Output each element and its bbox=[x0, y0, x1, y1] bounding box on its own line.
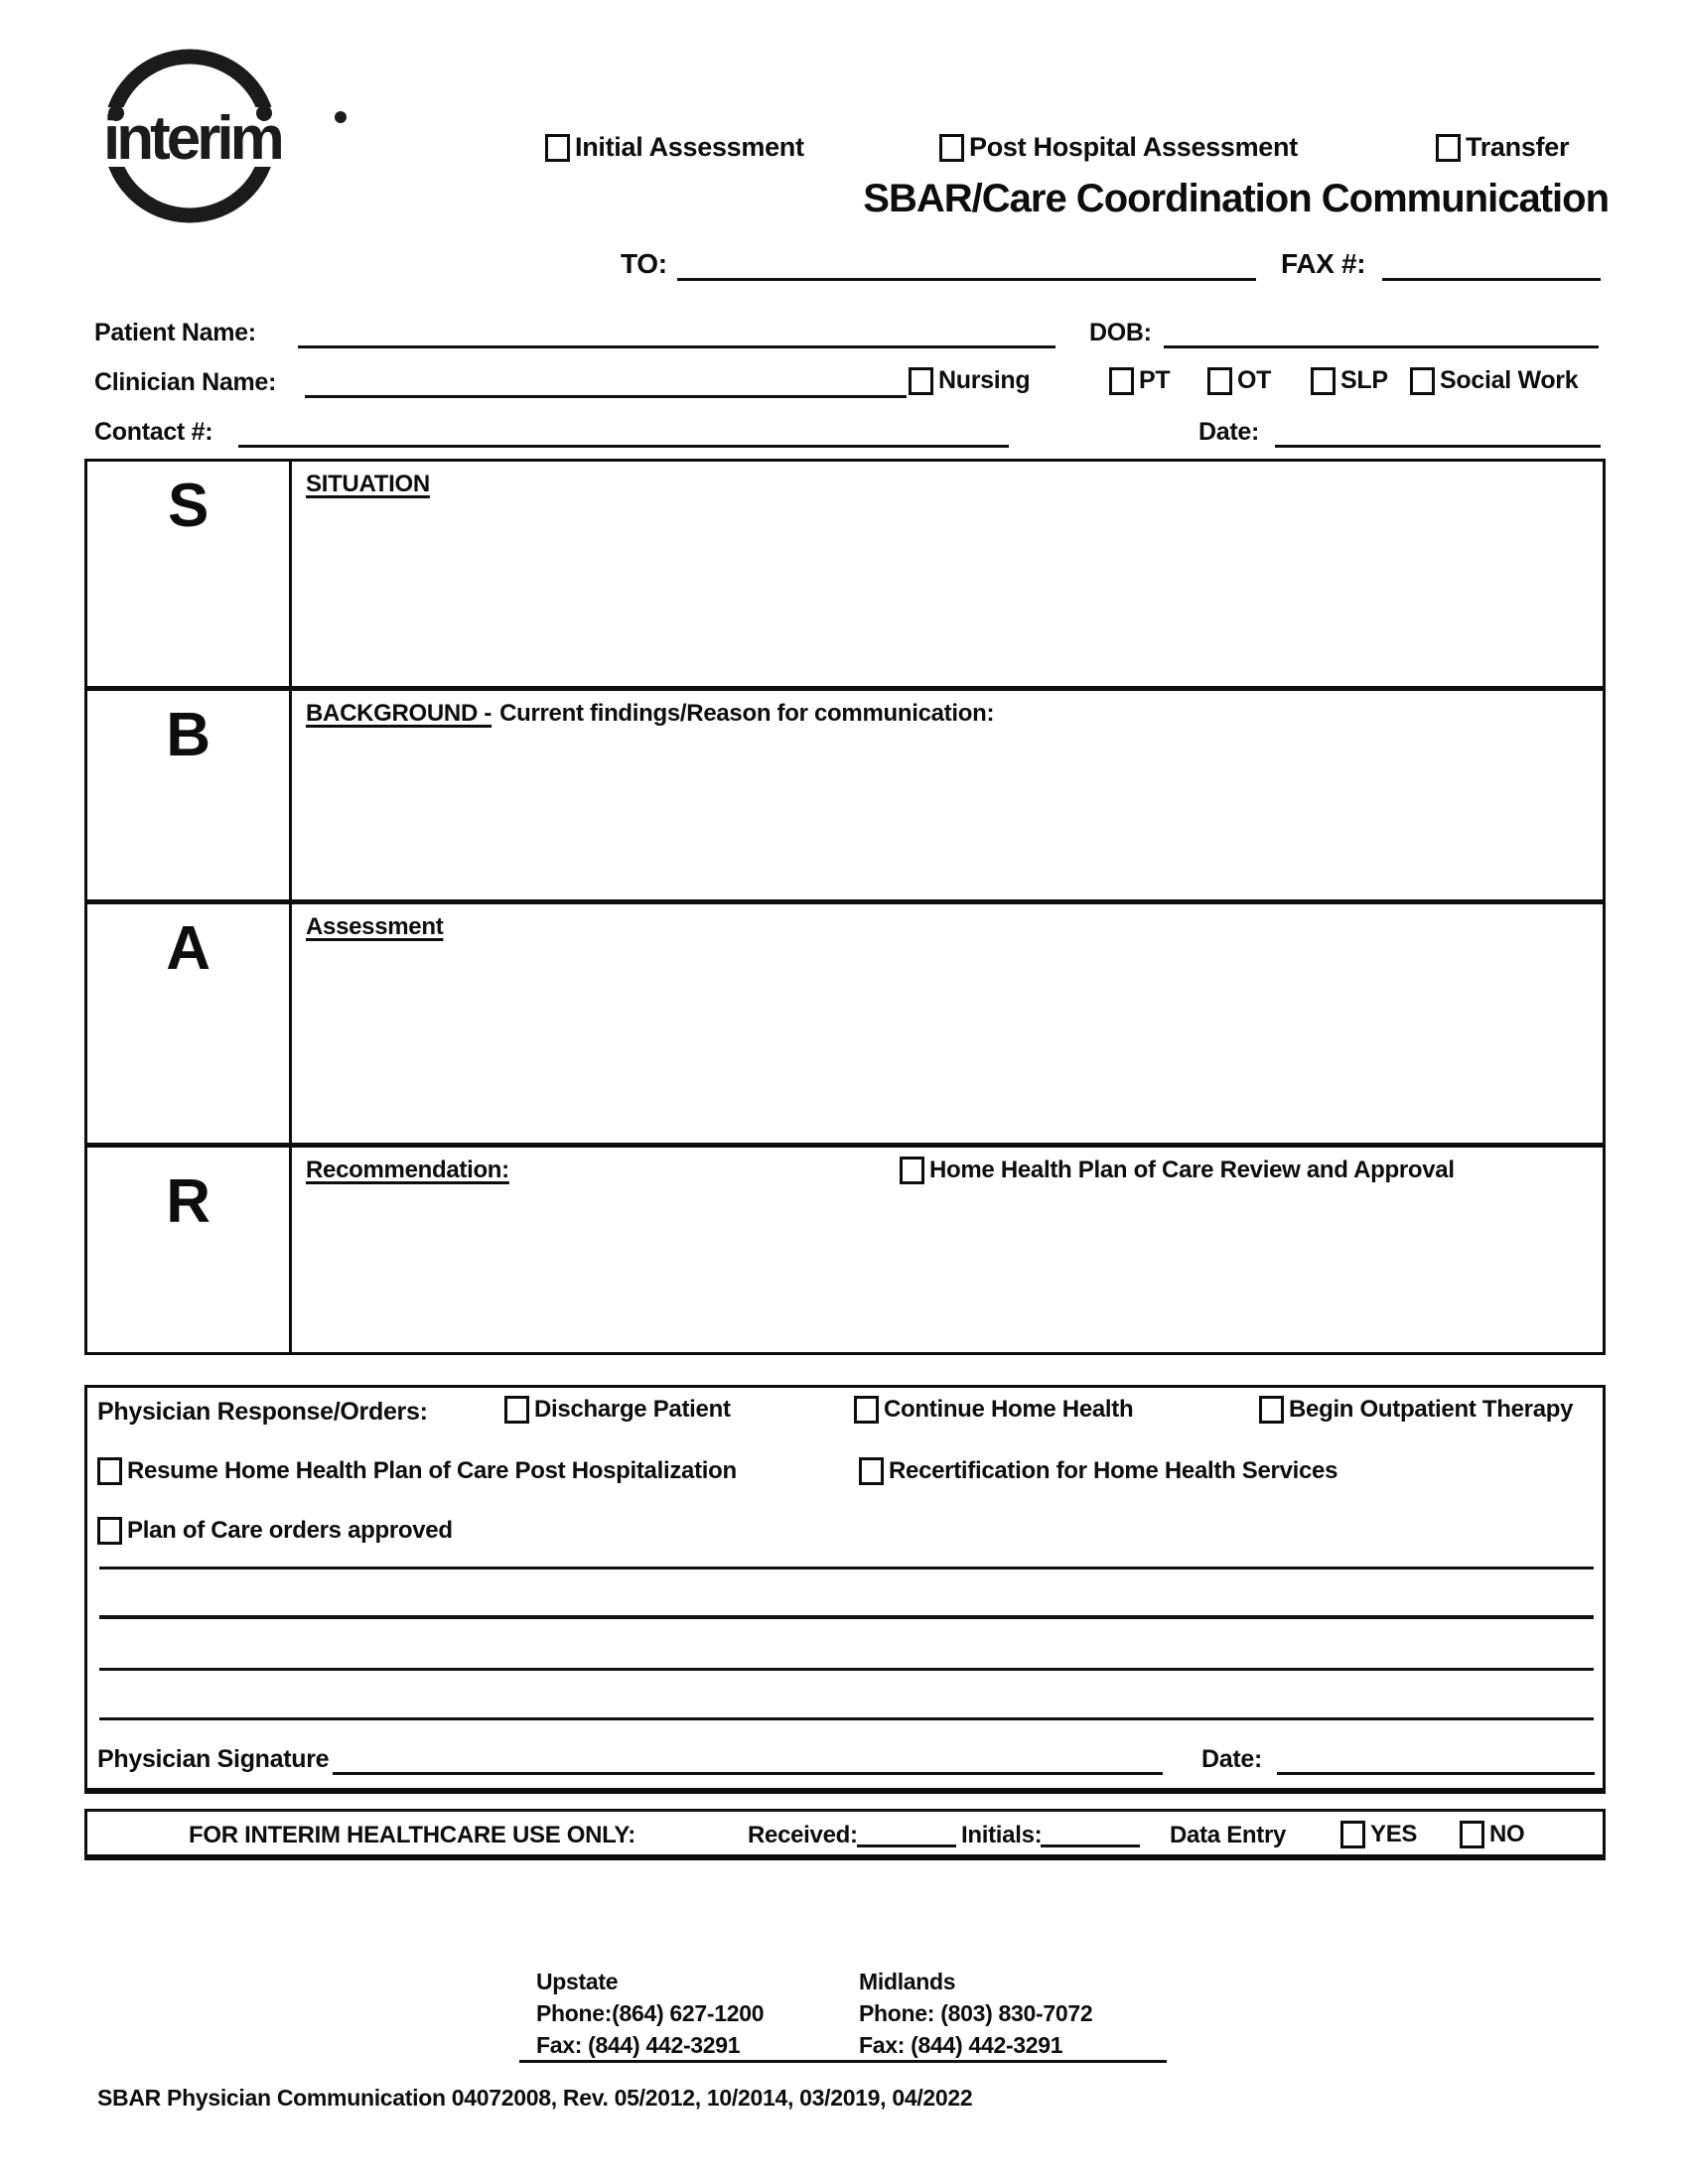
discipline-pt bbox=[1109, 366, 1170, 395]
slp-checkbox[interactable] bbox=[1311, 367, 1336, 395]
social-work-label: Social Work bbox=[1440, 366, 1579, 394]
resume-hh-plan-group bbox=[97, 1457, 737, 1485]
begin-outpatient-therapy-checkbox[interactable] bbox=[1259, 1396, 1284, 1424]
discipline-social-work bbox=[1410, 366, 1578, 395]
dob-label: DOB: bbox=[1089, 319, 1152, 346]
nursing-label: Nursing bbox=[938, 366, 1031, 394]
physician-date-line[interactable] bbox=[1277, 1745, 1595, 1775]
discipline-ot bbox=[1207, 366, 1271, 395]
begin-outpatient-therapy-label: Begin Outpatient Therapy bbox=[1289, 1396, 1574, 1423]
contact-number-line[interactable] bbox=[238, 418, 1009, 448]
sbar-letter-r: R bbox=[87, 1148, 292, 1352]
initials-line[interactable] bbox=[1041, 1822, 1140, 1847]
dob-line[interactable] bbox=[1164, 319, 1599, 348]
data-entry-no-group bbox=[1460, 1821, 1524, 1848]
discharge-patient-checkbox[interactable] bbox=[504, 1396, 529, 1424]
office-upstate-name: Upstate bbox=[536, 1969, 619, 1994]
continue-home-health-checkbox[interactable] bbox=[854, 1396, 879, 1424]
physician-response-box bbox=[84, 1385, 1606, 1794]
contact-number-label: Contact #: bbox=[94, 418, 213, 446]
background-heading: BACKGROUND - bbox=[306, 700, 492, 727]
office-midlands-name: Midlands bbox=[859, 1969, 956, 1994]
transfer-checkbox[interactable] bbox=[1436, 134, 1461, 162]
discharge-patient-label: Discharge Patient bbox=[534, 1396, 731, 1423]
data-entry-yes-checkbox[interactable] bbox=[1340, 1821, 1365, 1848]
background-writing-area[interactable] bbox=[292, 691, 1603, 899]
sbar-row-assessment bbox=[87, 899, 1603, 1143]
continue-home-health-group bbox=[854, 1396, 1133, 1424]
orders-writing-line-3[interactable] bbox=[99, 1643, 1594, 1671]
initials-label: Initials: bbox=[961, 1822, 1043, 1848]
physician-signature-line[interactable] bbox=[333, 1745, 1163, 1775]
poc-orders-approved-label: Plan of Care orders approved bbox=[127, 1517, 453, 1544]
poc-orders-approved-group bbox=[97, 1517, 453, 1545]
physician-response-label: Physician Response/Orders: bbox=[97, 1398, 428, 1426]
interim-logo bbox=[99, 40, 357, 238]
sbar-row-recommendation bbox=[87, 1143, 1603, 1352]
to-field-line[interactable] bbox=[677, 248, 1256, 281]
sbar-letter-s: S bbox=[87, 462, 292, 686]
initial-assessment-label: Initial Assessment bbox=[575, 132, 804, 162]
post-hospital-assessment-label: Post Hospital Assessment bbox=[969, 132, 1298, 162]
patient-name-line[interactable] bbox=[298, 319, 1055, 348]
recertification-checkbox[interactable] bbox=[859, 1457, 884, 1485]
physician-date-label: Date: bbox=[1201, 1745, 1263, 1773]
office-midlands-phone: Phone: (803) 830-7072 bbox=[859, 2000, 1093, 2026]
form-revision-id: SBAR Physician Communication 04072008, Rev. 05/2012, 10/2014, 03/2019, 04/2022 bbox=[97, 2085, 973, 2111]
discipline-slp bbox=[1311, 366, 1388, 395]
recertification-group bbox=[859, 1457, 1337, 1485]
assessment-type-post-hospital bbox=[939, 132, 1298, 163]
fax-field-line[interactable] bbox=[1382, 248, 1601, 281]
pt-label: PT bbox=[1139, 366, 1171, 394]
ot-checkbox[interactable] bbox=[1207, 367, 1232, 395]
begin-outpatient-therapy-group bbox=[1259, 1396, 1573, 1424]
footer-divider-line bbox=[519, 2035, 1167, 2063]
continue-home-health-label: Continue Home Health bbox=[884, 1396, 1134, 1423]
physician-signature-label: Physician Signature bbox=[97, 1745, 330, 1773]
situation-writing-area[interactable] bbox=[292, 462, 1603, 686]
nursing-checkbox[interactable] bbox=[909, 367, 933, 395]
assessment-heading: Assessment bbox=[306, 913, 444, 940]
interim-logo-graphic bbox=[99, 40, 357, 233]
situation-heading: SITUATION bbox=[306, 471, 430, 497]
sbar-letter-a: A bbox=[87, 904, 292, 1143]
sbar-letter-b: B bbox=[87, 691, 292, 899]
slp-label: SLP bbox=[1340, 366, 1388, 394]
transfer-label: Transfer bbox=[1466, 132, 1570, 162]
data-entry-no-checkbox[interactable] bbox=[1460, 1821, 1484, 1848]
social-work-checkbox[interactable] bbox=[1410, 367, 1435, 395]
patient-name-label: Patient Name: bbox=[94, 319, 256, 346]
poc-orders-approved-checkbox[interactable] bbox=[97, 1517, 122, 1545]
hh-plan-review-label: Home Health Plan of Care Review and Approval bbox=[929, 1157, 1455, 1183]
office-use-label: FOR INTERIM HEALTHCARE USE ONLY: bbox=[189, 1822, 635, 1848]
office-use-box bbox=[84, 1809, 1606, 1860]
registered-mark-icon bbox=[335, 111, 347, 123]
data-entry-yes-label: YES bbox=[1370, 1821, 1418, 1847]
resume-hh-plan-label: Resume Home Health Plan of Care Post Hospitalization bbox=[127, 1457, 737, 1484]
data-entry-label: Data Entry bbox=[1170, 1822, 1287, 1848]
assessment-type-transfer bbox=[1436, 132, 1569, 163]
sbar-row-background bbox=[87, 686, 1603, 899]
sbar-table bbox=[84, 459, 1606, 1355]
assessment-writing-area[interactable] bbox=[292, 904, 1603, 1143]
clinician-name-label: Clinician Name: bbox=[94, 368, 277, 396]
initial-assessment-checkbox[interactable] bbox=[545, 134, 570, 162]
sbar-row-situation bbox=[87, 462, 1603, 686]
data-entry-yes-group bbox=[1340, 1821, 1417, 1848]
to-label: TO: bbox=[621, 248, 667, 279]
post-hospital-assessment-checkbox[interactable] bbox=[939, 134, 964, 162]
data-entry-no-label: NO bbox=[1489, 1821, 1525, 1847]
pt-checkbox[interactable] bbox=[1109, 367, 1134, 395]
office-upstate-phone: Phone:(864) 627-1200 bbox=[536, 2000, 765, 2026]
office-upstate-fax: Fax: (844) 442-3291 bbox=[536, 2032, 741, 2058]
logo-wordmark: interim bbox=[103, 104, 281, 173]
recertification-label: Recertification for Home Health Services bbox=[889, 1457, 1338, 1484]
orders-writing-line-1[interactable] bbox=[99, 1542, 1594, 1570]
resume-hh-plan-checkbox[interactable] bbox=[97, 1457, 122, 1485]
background-heading-suffix: Current findings/Reason for communication: bbox=[499, 700, 995, 727]
clinician-name-line[interactable] bbox=[305, 368, 907, 398]
assessment-type-initial bbox=[545, 132, 804, 163]
discipline-nursing bbox=[909, 366, 1030, 395]
hh-plan-review-group bbox=[900, 1157, 1455, 1184]
date-label: Date: bbox=[1198, 418, 1260, 446]
received-label: Received: bbox=[748, 1822, 858, 1848]
received-line[interactable] bbox=[857, 1822, 956, 1847]
orders-writing-line-2[interactable] bbox=[99, 1591, 1594, 1619]
recommendation-writing-area[interactable] bbox=[292, 1148, 1603, 1352]
hh-plan-review-checkbox[interactable] bbox=[900, 1157, 924, 1184]
ot-label: OT bbox=[1237, 366, 1272, 394]
fax-label: FAX #: bbox=[1281, 248, 1366, 279]
discharge-patient-group bbox=[504, 1396, 731, 1424]
recommendation-heading: Recommendation: bbox=[306, 1157, 509, 1183]
orders-writing-line-4[interactable] bbox=[99, 1693, 1594, 1720]
page-title: SBAR/Care Coordination Communication bbox=[863, 177, 1609, 220]
office-midlands-fax: Fax: (844) 442-3291 bbox=[859, 2032, 1063, 2058]
date-line[interactable] bbox=[1275, 418, 1601, 448]
